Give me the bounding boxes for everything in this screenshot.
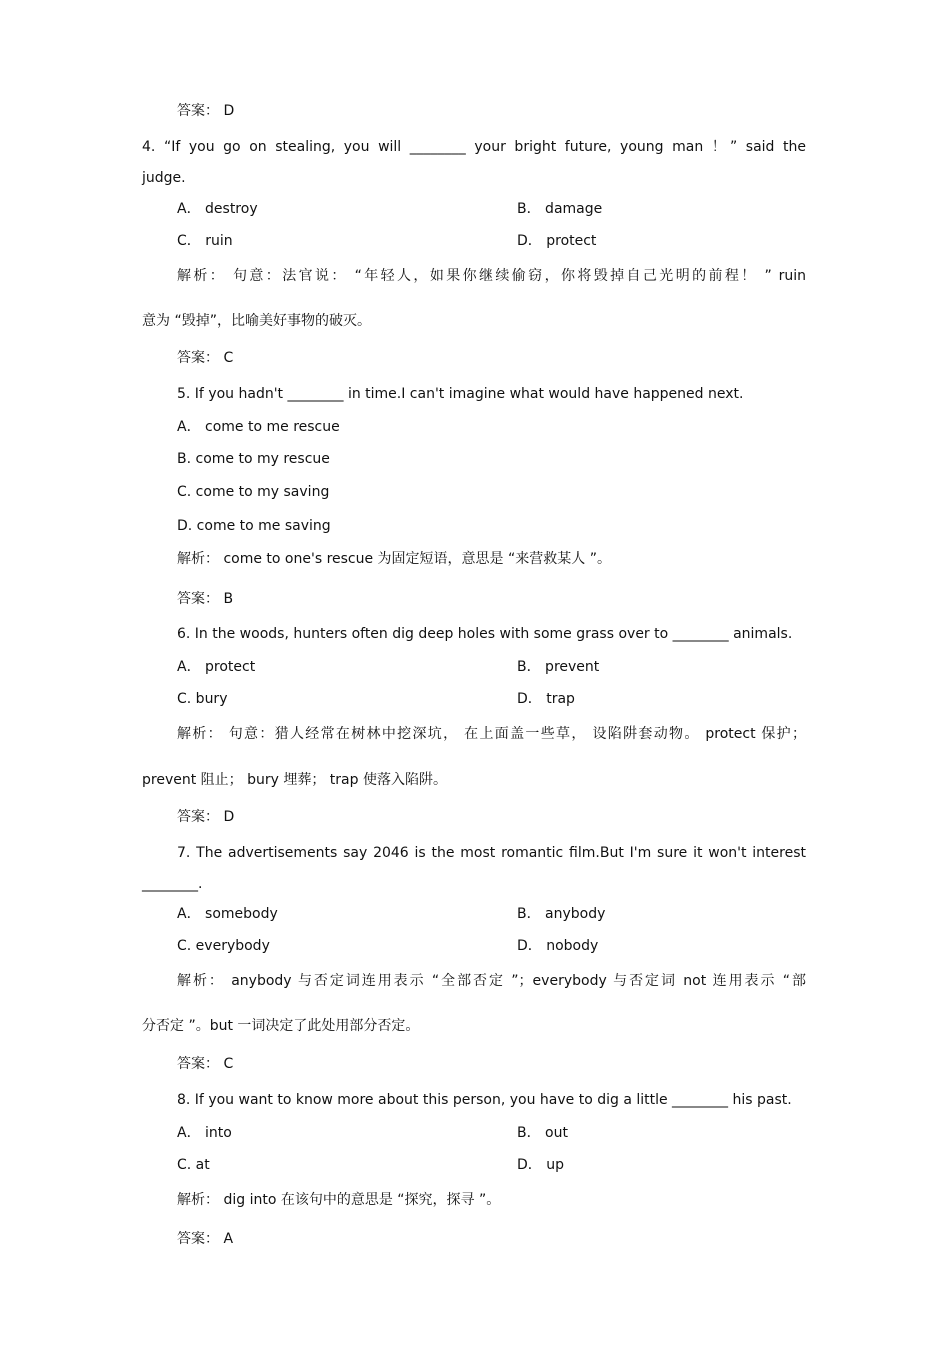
question-4-stem: 4. “If you go on stealing, you will ________ your bright future, young man ！” said the: [142, 139, 806, 155]
answer-5: 答案： B: [177, 591, 234, 607]
question-6-option-b: B． prevent: [517, 659, 600, 675]
answer-3: 答案： D: [177, 103, 235, 119]
explanation-4-cont: 意为 “毁掉”，比喻美好事物的破灭。: [142, 313, 371, 329]
question-5-option-b: B. come to my rescue: [177, 451, 330, 467]
question-5-option-c: C. come to my saving: [177, 484, 330, 500]
explanation-6: 解析： 句意：猎人经常在树林中挖深坑， 在上面盖一些草， 设陷阱套动物。 protect 保护；: [177, 726, 806, 742]
question-7-option-c: C. everybody: [177, 938, 270, 954]
explanation-7: 解析： anybody 与否定词连用表示 “全部否定 ”；everybody 与否定词 not 连用表示 “部: [177, 973, 806, 989]
answer-7: 答案： C: [177, 1056, 234, 1072]
explanation-8: 解析： dig into 在该句中的意思是 “探究，探寻 ”。: [177, 1192, 501, 1208]
question-5-stem: 5. If you hadn't ________ in time.I can't imagine what would have happened next.: [177, 386, 744, 402]
explanation-7-cont: 分否定 ”。but 一词决定了此处用部分否定。: [142, 1018, 420, 1034]
answer-6: 答案： D: [177, 809, 235, 825]
question-5-option-d: D. come to me saving: [177, 518, 331, 534]
question-6-option-d: D． trap: [517, 691, 575, 707]
question-8-option-b: B． out: [517, 1125, 568, 1141]
question-7-option-a: A． somebody: [177, 906, 278, 922]
question-8-stem: 8. If you want to know more about this person, you have to dig a little ________ his past.: [177, 1092, 792, 1108]
question-7-stem-cont: ________.: [142, 876, 203, 892]
question-6-stem: 6. In the woods, hunters often dig deep holes with some grass over to ________ animals.: [177, 626, 793, 642]
question-6-option-a: A． protect: [177, 659, 256, 675]
question-7-option-b: B． anybody: [517, 906, 606, 922]
question-8-option-a: A． into: [177, 1125, 232, 1141]
explanation-6-cont: prevent 阻止； bury 埋葬； trap 使落入陷阱。: [142, 772, 447, 788]
question-6-option-c: C. bury: [177, 691, 228, 707]
question-7-option-d: D． nobody: [517, 938, 599, 954]
question-8-option-c: C. at: [177, 1157, 210, 1173]
question-4-option-c: C． ruin: [177, 233, 233, 249]
question-7-stem: 7. The advertisements say 2046 is the most romantic film.But I'm sure it won't interest: [177, 845, 806, 861]
question-4-stem-cont: judge.: [142, 170, 186, 186]
question-5-option-a: A． come to me rescue: [177, 419, 340, 435]
question-4-option-d: D． protect: [517, 233, 597, 249]
question-4-option-b: B． damage: [517, 201, 603, 217]
question-4-option-a: A． destroy: [177, 201, 258, 217]
answer-8: 答案： A: [177, 1231, 234, 1247]
answer-4: 答案： C: [177, 350, 234, 366]
question-8-option-d: D． up: [517, 1157, 564, 1173]
explanation-5: 解析： come to one's rescue 为固定短语，意思是 “来营救某人 ”。: [177, 551, 611, 567]
explanation-4: 解析： 句意：法官说： “年轻人，如果你继续偷窃，你将毁掉自己光明的前程！ ” ruin: [177, 268, 806, 284]
